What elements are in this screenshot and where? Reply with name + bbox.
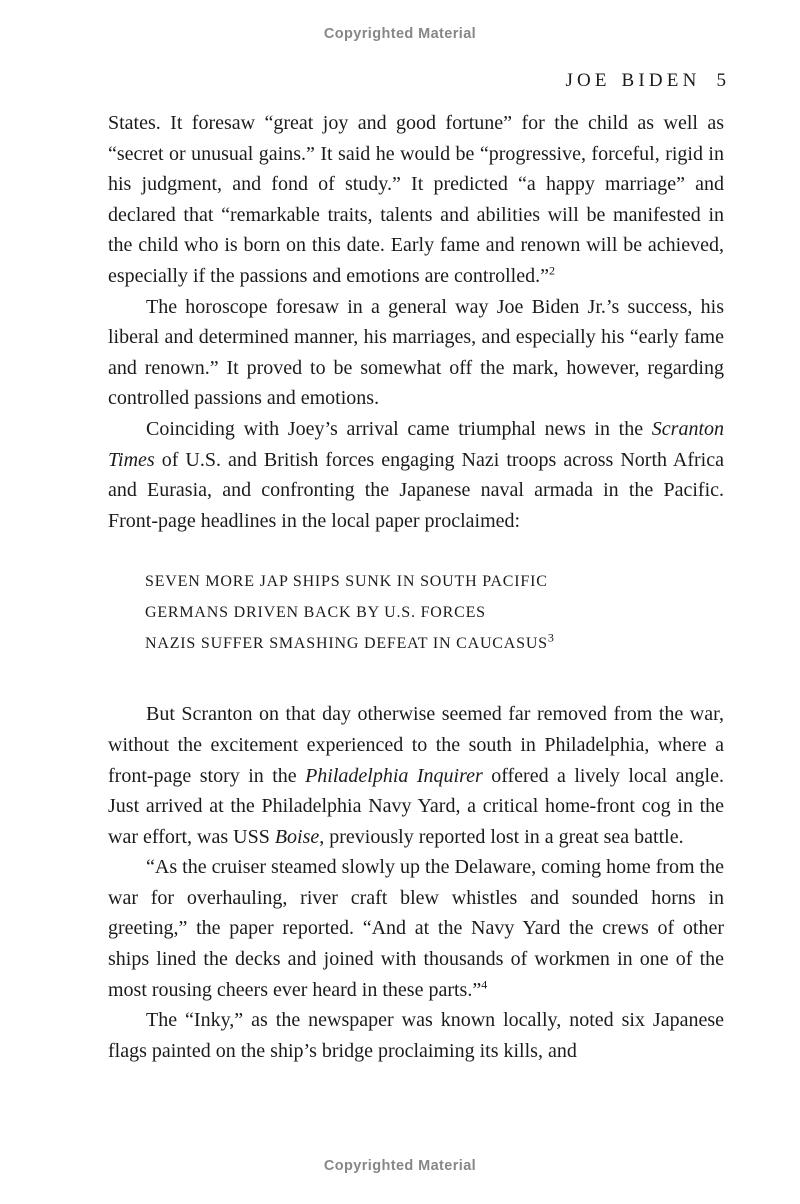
text-segment: Philadelphia Inquirer [305,764,483,787]
text-segment: offered a lively local angle. Just arrived at the Philadelphia Navy Yard, a critical home-front cog in the war effort, was USS [108,764,724,848]
headline-line [145,597,724,628]
text-segment: , previously reported lost in a great sea battle. [319,825,684,848]
text-segment: Coinciding with Joey’s arrival came triumphal news in the [146,417,652,440]
text-segment: States. It foresaw “great joy and good fortune” for the child as well as “secret or unusual gains.” It said he would be “progressive, forceful, rigid in his judgment, and fond of study.” It predicted “a happy marriage” and declared that “remarkable traits, talents and abilities will be manifested in the child who is born on this date. Early fame and renown will be achieved, especially if the passions and emotions are controlled.” [108,112,724,287]
page-number: 5 [716,70,726,91]
copyright-notice-bottom: Copyrighted Material [323,1158,477,1174]
text-segment: But Scranton on that day otherwise seemed far removed from the war, without the excitement experienced to the south in Philadelphia, where a front-page story in the [108,703,724,787]
paragraph [108,292,724,414]
headline-line [145,566,724,597]
paragraph [108,414,724,536]
footnote-reference: 2 [548,263,555,278]
footnote-reference: 3 [547,630,555,645]
text-segment: SEVEN MORE JAP SHIPS SUNK IN SOUTH PACIFIC [145,573,548,591]
footnote-reference: 4 [481,977,488,991]
headline-block [145,566,724,659]
paragraph [108,1005,724,1066]
text-segment: of U.S. and British forces engaging Nazi troops across North Africa and Eurasia, and confronting the Japanese naval armada in the Pacific. Front-page headlines in the local paper proclaimed: [108,448,724,532]
text-segment: Boise [274,825,320,848]
text-segment: The horoscope foresaw in a general way Joe Biden Jr.’s success, his liberal and determined manner, his marriages, and especially his “early fame and renown.” It proved to be somewhat off the mark, however, regarding controlled passions and emotions. [108,295,724,410]
paragraph [108,108,724,292]
text-segment: “As the cruiser steamed slowly up the Delaware, coming home from the war for overhauling, river craft blew whistles and sounded horns in greeting,” the paper reported. “And at the Navy Yard the crews of other ships lined the decks and joined with thousands of workmen in one of the most rousing cheers ever heard in these parts.” [108,856,724,1001]
running-header-title: JOE BIDEN [565,70,701,91]
text-segment: The “Inky,” as the newspaper was known locally, noted six Japanese flags painted on the ship’s bridge proclaiming its kills, and [108,1009,724,1062]
text-segment: NAZIS SUFFER SMASHING DEFEAT IN CAUCASUS [145,635,548,653]
paragraph [108,699,724,852]
page-body [108,108,724,1066]
text-segment: GERMANS DRIVEN BACK BY U.S. FORCES [145,604,486,622]
running-header [565,70,726,92]
headline-line [145,628,724,659]
copyright-notice-top: Copyrighted Material [323,26,477,42]
text-segment: Scranton Times [108,417,724,471]
paragraph [108,852,724,1005]
